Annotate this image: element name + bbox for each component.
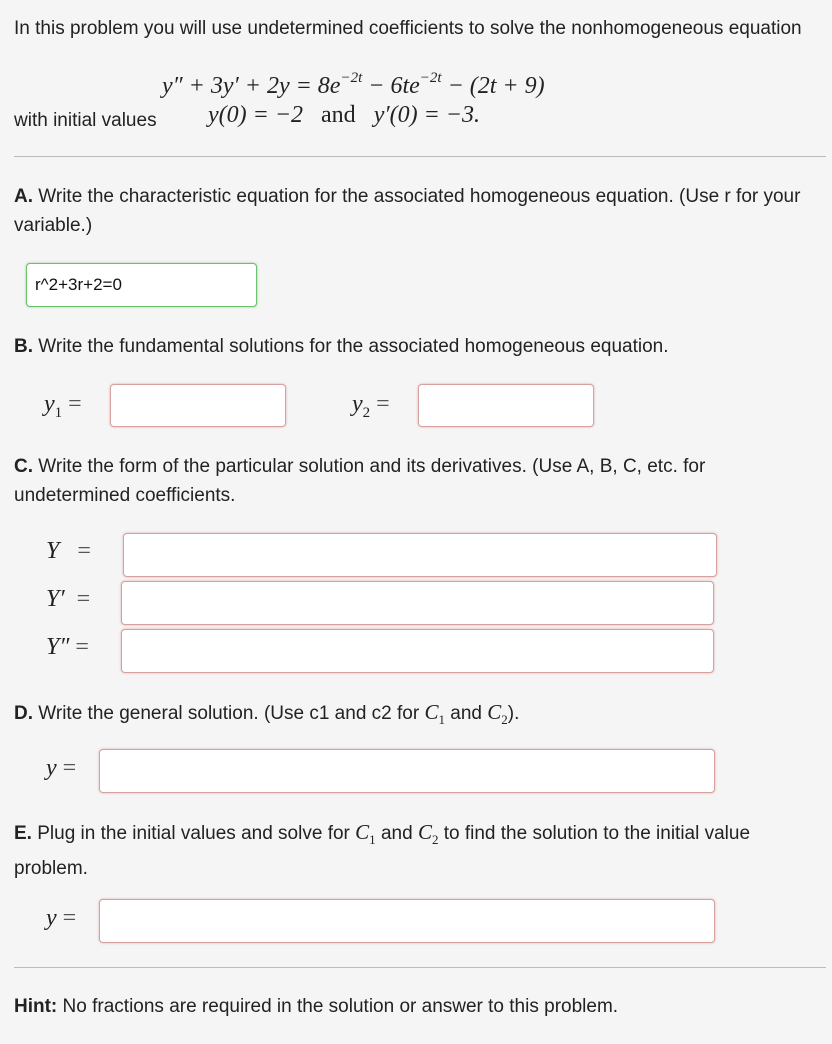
- Yp-input[interactable]: [121, 581, 714, 625]
- Y-label: Y =: [46, 538, 91, 564]
- part-a-question: A. Write the characteristic equation for the associated homogeneous equation. (Use r for your variable.): [14, 186, 801, 236]
- y1-label: $y_1$ =: [44, 391, 82, 421]
- Yp-label: Y′ =: [46, 586, 91, 612]
- part-a-answer-input[interactable]: r^2+3r+2=0: [26, 263, 257, 307]
- Y-input[interactable]: [123, 533, 717, 577]
- hint: Hint: No fractions are required in the solution or answer to this problem.: [14, 996, 619, 1017]
- Ypp-input[interactable]: [121, 629, 714, 673]
- y1-input[interactable]: [110, 384, 286, 427]
- part-c-question: C. Write the form of the particular solution and its derivatives. (Use A, B, C, etc. for undetermined coefficients.: [14, 456, 706, 506]
- main-equation: $y'' + 3y' + 2y = 8e^{-2t} - 6te^{-2t} - (2t + 9)$: [162, 70, 545, 99]
- part-e-question: E. Plug in the initial values and solve for $C_1$ and $C_2$ to find the solution to the initial value problem.: [14, 820, 751, 880]
- divider-bottom: [14, 967, 826, 968]
- general-solution-input[interactable]: [99, 749, 715, 793]
- general-solution-label: y =: [46, 755, 77, 781]
- problem-intro: In this problem you will use undetermined coefficients to solve the nonhomogeneous equation: [14, 18, 802, 39]
- initial-values-label: with initial values: [14, 110, 157, 131]
- y2-label: $y_2$ =: [352, 391, 390, 421]
- y2-input[interactable]: [418, 384, 594, 427]
- part-d-question: D. Write the general solution. (Use c1 and c2 for $C_1$ and $C_2$).: [14, 700, 520, 728]
- initial-values-equation: y(0) = −2 and y′(0) = −3.: [208, 102, 480, 128]
- Ypp-label: Y″ =: [46, 634, 89, 660]
- ivp-solution-label: y =: [46, 905, 77, 931]
- divider-top: [14, 156, 826, 157]
- part-b-question: B. Write the fundamental solutions for the associated homogeneous equation.: [14, 336, 669, 357]
- ivp-solution-input[interactable]: [99, 899, 715, 943]
